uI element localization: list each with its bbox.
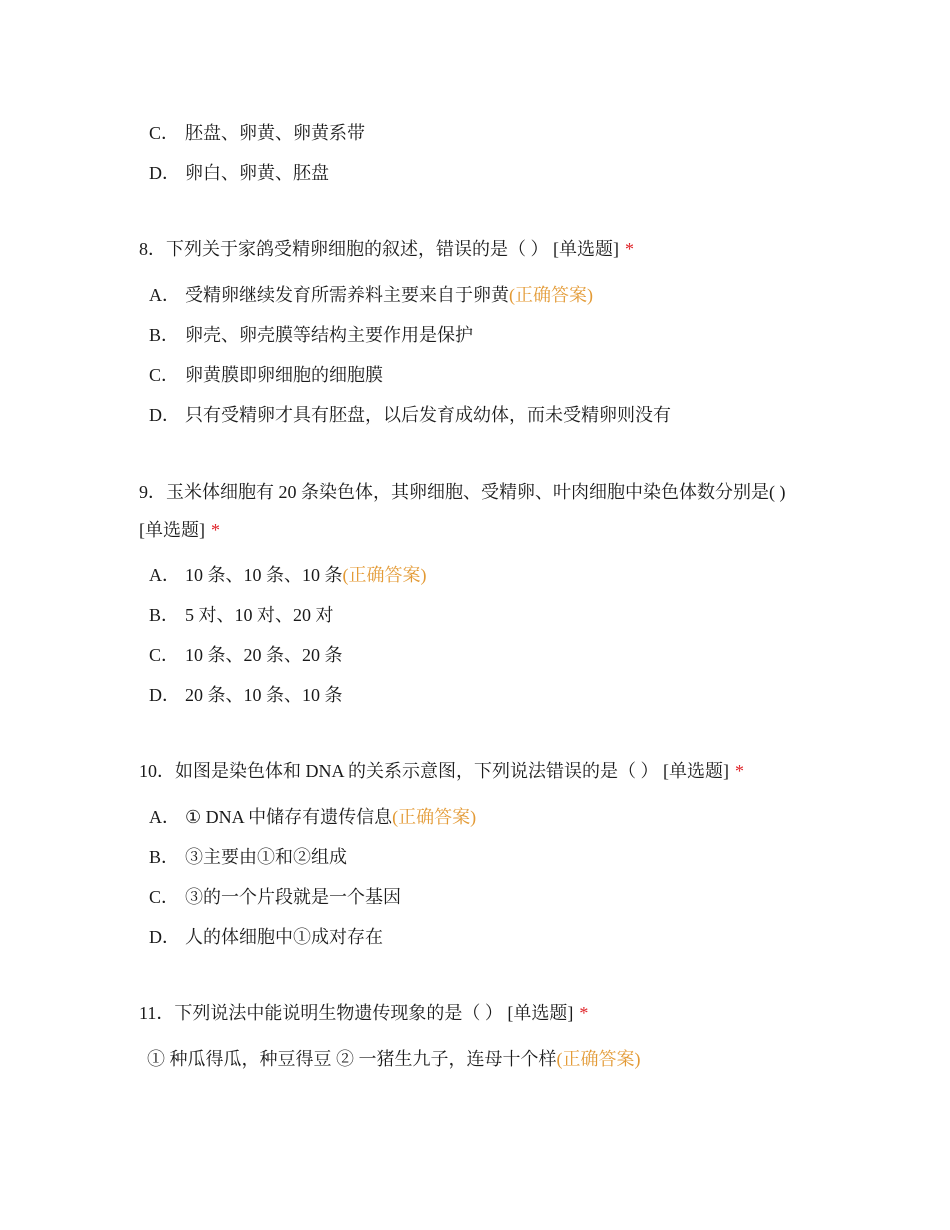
option-letter: B． <box>149 847 180 867</box>
option-text: 人的体细胞中①成对存在 <box>185 927 383 947</box>
option-letter: D． <box>149 927 180 947</box>
question-text: 9．玉米体细胞有 20 条染色体，其卵细胞、受精卵、叶肉细胞中染色体数分别是( ) <box>139 482 786 502</box>
option-letter: D． <box>149 163 180 183</box>
option-letter: A． <box>149 807 180 827</box>
option-text: 5 对、10 对、20 对 <box>185 605 334 625</box>
q8-option-b[interactable] <box>149 323 473 347</box>
q10-option-c[interactable] <box>149 885 401 909</box>
question-text: 8．下列关于家鸽受精卵细胞的叙述，错误的是（ ） [单选题] <box>139 239 619 259</box>
question-9-prompt <box>139 480 786 504</box>
q9-option-c[interactable] <box>149 643 343 667</box>
question-11-prompt <box>139 1001 588 1025</box>
option-text: ③主要由①和②组成 <box>185 847 347 867</box>
q10-option-b[interactable] <box>149 845 347 869</box>
option-letter: A． <box>149 285 180 305</box>
question-type: [单选题] <box>139 520 205 540</box>
option-text: 卵黄膜即卵细胞的细胞膜 <box>185 365 383 385</box>
q9-option-d[interactable] <box>149 683 343 707</box>
required-mark: * <box>735 761 744 781</box>
correct-answer-label: (正确答案) <box>509 285 593 305</box>
question-text: 10．如图是染色体和 DNA 的关系示意图，下列说法错误的是（ ） [单选题] <box>139 761 729 781</box>
option-letter: C． <box>149 123 180 143</box>
q9-option-a[interactable] <box>149 563 427 587</box>
option-letter: A． <box>149 565 180 585</box>
option-letter: D． <box>149 405 180 425</box>
question-text: 11．下列说法中能说明生物遗传现象的是（ ） [单选题] <box>139 1003 574 1023</box>
q10-option-d[interactable] <box>149 925 383 949</box>
option-c[interactable] <box>149 121 365 145</box>
q10-option-a[interactable] <box>149 805 476 829</box>
option-text: 卵壳、卵壳膜等结构主要作用是保护 <box>185 325 473 345</box>
option-text: 10 条、20 条、20 条 <box>185 645 343 665</box>
q8-option-d[interactable] <box>149 403 671 427</box>
option-text: ③的一个片段就是一个基因 <box>185 887 401 907</box>
required-mark: * <box>579 1003 589 1023</box>
question-9-prompt-line2 <box>139 518 220 542</box>
q8-option-a[interactable] <box>149 283 593 307</box>
correct-answer-label: (正确答案) <box>392 807 477 827</box>
option-text: ① 种瓜得瓜，种豆得豆 ② 一猪生九子，连母十个样 <box>147 1049 557 1069</box>
option-letter: B． <box>149 325 180 345</box>
question-8-prompt <box>139 237 634 261</box>
correct-answer-label: (正确答案) <box>556 1049 641 1069</box>
option-text: ① DNA 中储存有遗传信息 <box>185 807 393 827</box>
option-letter: B． <box>149 605 180 625</box>
required-mark: * <box>211 520 220 540</box>
question-10-prompt <box>139 759 744 783</box>
option-text: 只有受精卵才具有胚盘，以后发育成幼体，而未受精卵则没有 <box>185 405 671 425</box>
option-letter: C． <box>149 365 180 385</box>
correct-answer-label: (正确答案) <box>342 565 427 585</box>
option-d[interactable] <box>149 161 329 185</box>
q11-option-1[interactable] <box>147 1047 641 1071</box>
option-text: 卵白、卵黄、胚盘 <box>185 163 329 183</box>
q8-option-c[interactable] <box>149 363 383 387</box>
required-mark: * <box>625 239 634 259</box>
q9-option-b[interactable] <box>149 603 334 627</box>
option-text: 受精卵继续发育所需养料主要来自于卵黄 <box>185 285 509 305</box>
option-text: 10 条、10 条、10 条 <box>185 565 343 585</box>
option-text: 20 条、10 条、10 条 <box>185 685 343 705</box>
option-text: 胚盘、卵黄、卵黄系带 <box>185 123 365 143</box>
option-letter: C． <box>149 887 180 907</box>
option-letter: C． <box>149 645 180 665</box>
option-letter: D． <box>149 685 180 705</box>
